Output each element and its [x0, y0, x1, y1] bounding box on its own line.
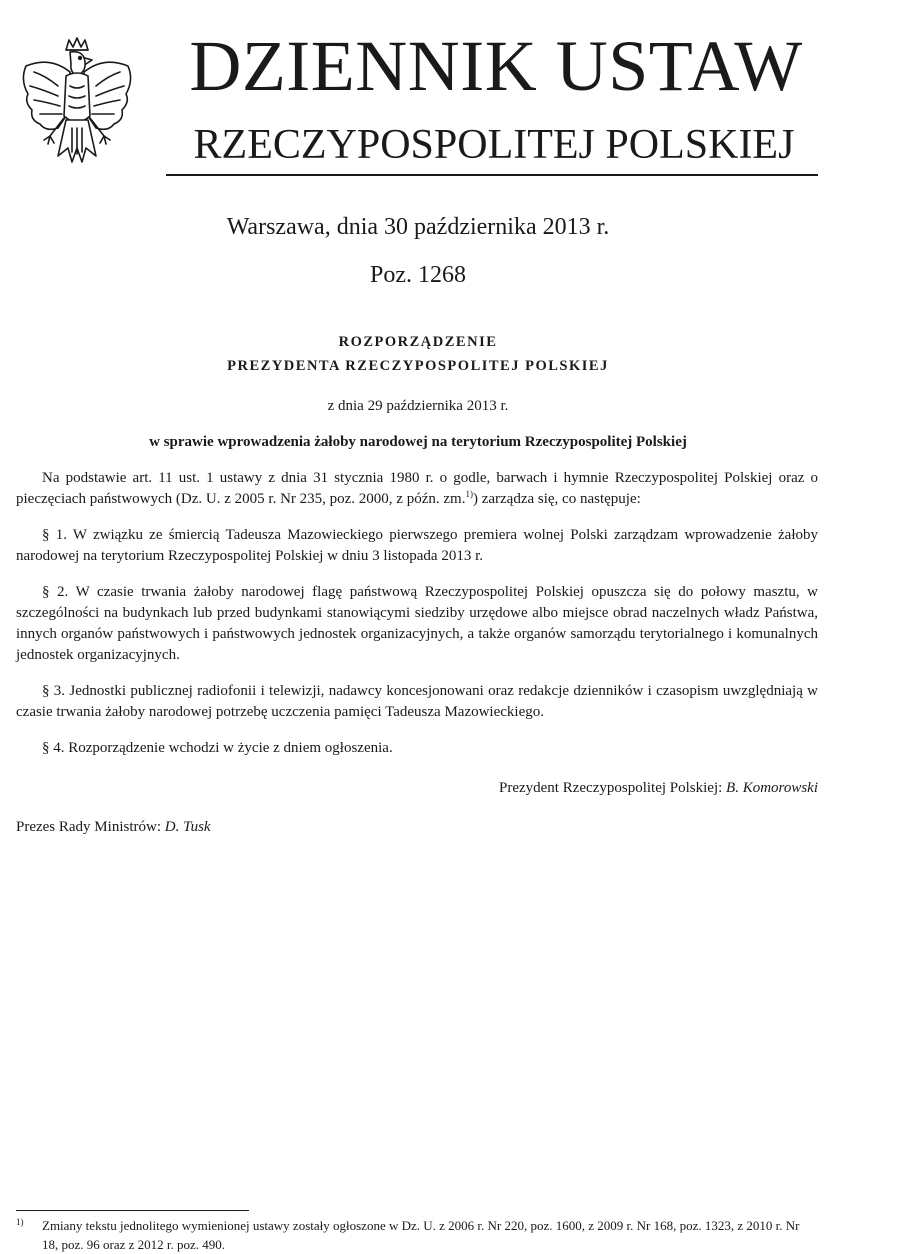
act-body — [16, 468, 818, 774]
footnote-text: Zmiany tekstu jednolitego wymienionej ustawy zostały ogłoszone w Dz. U. z 2006 r. Nr 220, poz. 1600, z 2009 r. Nr 168, poz. 1323, z 2010 r. Nr 18, poz. 96 oraz z 2012 r. poz. 490. — [42, 1218, 800, 1252]
preamble-text: Na podstawie art. 11 ust. 1 ustawy z dnia 31 stycznia 1980 r. o godle, barwach i hymnie Rzeczypospolitej Polskiej oraz o pieczęciach państwowych (Dz. U. z 2005 r. Nr 235, poz. 2000, z późn. zm. — [16, 470, 818, 507]
paragraph-4: § 4. Rozporządzenie wchodzi w życie z dniem ogłoszenia. — [42, 740, 393, 756]
preamble-end: ) zarządza się, co następuje: — [472, 491, 641, 507]
pm-name: D. Tusk — [164, 819, 211, 835]
issue-date: Warszawa, dnia 30 października 2013 r. — [226, 214, 610, 240]
footnote-rule — [16, 1210, 249, 1211]
journal-subtitle: RZECZYPOSPOLITEJ POLSKIEJ — [193, 122, 795, 168]
act-issuer: PREZYDENTA RZECZYPOSPOLITEJ POLSKIEJ — [227, 358, 609, 374]
president-signature — [16, 778, 818, 799]
preamble — [16, 468, 818, 510]
polish-eagle-icon — [14, 36, 140, 176]
act-heading — [0, 332, 836, 380]
paragraph-3: § 3. Jednostki publicznej radiofonii i telewizji, nadawcy koncesjonowani oraz redakcje dzienników i czasopism uwzględniają w czasie trwania żałoby narodowej potrzebę uczczenia pamięci Tadeusza Mazowieckiego. — [16, 683, 818, 720]
paragraph-2: § 2. W czasie trwania żałoby narodowej flagę państwową Rzeczypospolitej Polskiej opuszcza się do połowy masztu, w szczególności na budynkach lub przed budynkami stanowiącymi siedziby urzędowe albo miejsce obrad naczelnych władz Państwa, innych organów państwowych i państwowych jednostek organizacyjnych, a także organów samorządu terytorialnego i komunalnych jednostek organizacyjnych. — [16, 584, 818, 663]
act-subject: w sprawie wprowadzenia żałoby narodowej na terytorium Rzeczypospolitej Polskiej — [149, 434, 687, 450]
journal-title: DZIENNIK USTAW — [189, 26, 803, 106]
act-type: ROZPORZĄDZENIE — [338, 334, 498, 350]
president-name: B. Komorowski — [726, 780, 818, 796]
header-rule — [166, 174, 818, 176]
pm-label: Prezes Rady Ministrów: — [16, 819, 165, 835]
footnote-reference: 1) — [465, 489, 473, 499]
president-label: Prezydent Rzeczypospolitej Polskiej: — [499, 780, 727, 796]
act-date: z dnia 29 października 2013 r. — [327, 398, 509, 414]
footnote — [16, 1216, 818, 1254]
pm-countersignature — [16, 817, 211, 838]
paragraph-1: § 1. W związku ze śmiercią Tadeusza Mazowieckiego pierwszego premiera wolnej Polski zarządzam wprowadzenie żałoby narodowej na terytorium Rzeczypospolitej Polskiej w dniu 3 listopada 2013 r. — [16, 527, 818, 564]
position-number: Poz. 1268 — [370, 262, 466, 288]
footnote-marker: 1) — [16, 1217, 24, 1227]
